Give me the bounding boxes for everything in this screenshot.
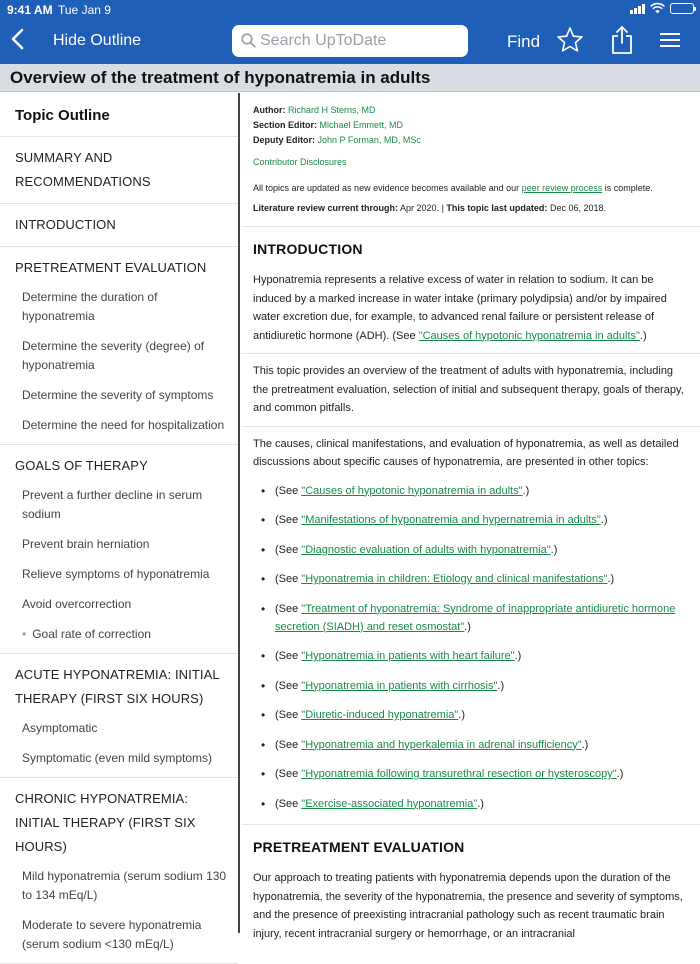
related-topic-item: • (See "Diagnostic evaluation of adults with hyponatremia".) (253, 541, 689, 559)
related-topic-item: • (See "Causes of hypotonic hyponatremia in adults".) (253, 482, 689, 500)
deputy-editor-label: Deputy Editor: (253, 135, 315, 145)
introduction-heading: INTRODUCTION (253, 241, 363, 257)
update-note: All topics are updated as new evidence becomes available and our peer review process is complete. (253, 183, 653, 193)
section-editor-link[interactable]: Michael Emmett, MD (319, 120, 404, 130)
author-link[interactable]: Richard H Sterns, MD (288, 105, 376, 115)
outline-subitem[interactable]: Determine the severity of symptoms (22, 388, 214, 402)
related-topics-list (253, 482, 689, 813)
share-icon[interactable] (610, 25, 634, 55)
topic-title-bar (0, 64, 700, 92)
outline-section (0, 247, 238, 445)
outline-subitem[interactable]: Avoid overcorrection (22, 597, 132, 611)
intro-paragraph-1: Hyponatremia represents a relative excess of water in relation to sodium. It can be induced by a marked increase in water intake (primary polydipsia) and/or by impaired water excretion due, for example, to advanced renal failure or persistent release of antidiuretic hormone (ADH). (See "Causes of hypotonic hyponatremia in adults".) (253, 274, 667, 342)
related-topic-link[interactable]: "Hyponatremia and hyperkalemia in adrenal insufficiency" (301, 738, 582, 751)
outline-section-title[interactable]: SUMMARY AND RECOMMENDATIONS (15, 150, 151, 189)
outline-subsubitem-label: Goal rate of correction (32, 627, 151, 641)
cellular-signal-icon (630, 4, 645, 14)
related-topic-item: • (See "Hyponatremia following transurethral resection or hysteroscopy".) (253, 765, 689, 783)
outline-sections (0, 137, 238, 964)
related-topic-item: • (See "Exercise-associated hyponatremia".) (253, 795, 689, 813)
outline-subitem[interactable]: Prevent brain herniation (22, 537, 150, 551)
outline-subitem[interactable]: Determine the need for hospitalization (22, 418, 225, 432)
author-line (253, 103, 689, 118)
chevron-left-icon[interactable] (10, 28, 24, 54)
outline-subitem[interactable]: Mild hyponatremia (serum sodium 130 to 134 mEq/L) (22, 869, 227, 902)
deputy-editor-line (253, 133, 689, 148)
outline-subitem[interactable]: Determine the severity (degree) of hyponatremia (22, 339, 205, 372)
search-input[interactable] (232, 25, 468, 57)
peer-review-link[interactable]: peer review process (521, 183, 603, 193)
search-placeholder: Search UpToDate (260, 32, 387, 49)
related-topic-link[interactable]: "Hyponatremia following transurethral resection or hysteroscopy" (301, 768, 617, 780)
article-content (242, 93, 700, 940)
outline-subsubitem[interactable] (15, 625, 228, 644)
related-topic-link[interactable]: "Hyponatremia in children: Etiology and clinical manifestations" (301, 573, 608, 585)
status-time: 9:41 AM (7, 3, 53, 17)
pretreatment-paragraph-1: Our approach to treating patients with hyponatremia depends upon the duration of the hyponatremia, the severity of the hyponatremia, the presence and severity of symptoms, and the presence of preexisting intracranial pathology such as recent traumatic brain injury, recent intracranial surgery or hemorrhage, or an intracranial (253, 872, 683, 940)
outline-section (0, 778, 238, 964)
hamburger-menu-icon[interactable] (660, 32, 680, 48)
outline-section (0, 204, 238, 247)
nav-bar (0, 22, 700, 62)
contributor-disclosures-link[interactable]: Contributor Disclosures (253, 157, 347, 167)
app-header (0, 0, 700, 64)
outline-subitem[interactable]: Prevent a further decline in serum sodium (22, 488, 203, 521)
related-topic-item: • (See "Manifestations of hyponatremia and hypernatremia in adults".) (253, 511, 689, 529)
related-topic-item: • (See "Diuretic-induced hyponatremia".) (253, 706, 689, 724)
status-indicators (630, 3, 694, 14)
outline-section (0, 654, 238, 778)
intro-paragraph-2: This topic provides an overview of the treatment of adults with hyponatremia, including the pretreatment evaluation, selection of initial and subsequent therapy, goals of therapy, and common pitfalls. (253, 365, 684, 414)
author-label: Author: (253, 105, 286, 115)
review-dates: Literature review current through: Apr 2020. | This topic last updated: Dec 06, 2018. (253, 203, 606, 213)
hide-outline-button[interactable]: Hide Outline (53, 32, 142, 49)
deputy-editor-link[interactable]: John P Forman, MD, MSc (317, 135, 421, 145)
outline-subitem[interactable]: Asymptomatic (22, 721, 98, 735)
outline-section-title[interactable]: PRETREATMENT EVALUATION (15, 260, 207, 275)
related-topic-link[interactable]: "Diuretic-induced hyponatremia" (301, 709, 459, 721)
topic-title: Overview of the treatment of hyponatremia in adults (10, 68, 431, 87)
outline-subitem[interactable]: Determine the duration of hyponatremia (22, 290, 158, 323)
section-editor-line (253, 118, 689, 133)
related-topic-link[interactable]: "Exercise-associated hyponatremia" (301, 797, 478, 810)
related-topic-item: • (See "Hyponatremia in patients with cirrhosis".) (253, 677, 689, 695)
outline-subitem[interactable]: Symptomatic (even mild symptoms) (22, 751, 213, 765)
topic-outline-sidebar (0, 93, 240, 951)
causes-link[interactable]: "Causes of hypotonic hyponatremia in adults" (418, 329, 640, 342)
status-bar (0, 0, 700, 20)
outline-section (0, 445, 238, 654)
outline-section-title[interactable]: CHRONIC HYPONATREMIA: INITIAL THERAPY (FIRST SIX HOURS) (15, 791, 196, 854)
outline-subitem[interactable]: Moderate to severe hyponatremia (serum sodium <130 mEq/L) (22, 918, 202, 951)
related-topic-link[interactable]: "Causes of hypotonic hyponatremia in adults" (301, 484, 523, 497)
star-icon[interactable] (556, 26, 584, 54)
related-topic-item: • (See "Hyponatremia in children: Etiology and clinical manifestations".) (253, 570, 689, 588)
outline-section-title[interactable]: GOALS OF THERAPY (15, 458, 148, 473)
related-topic-item: • (See "Hyponatremia and hyperkalemia in adrenal insufficiency".) (253, 736, 689, 754)
pretreatment-heading: PRETREATMENT EVALUATION (253, 839, 465, 855)
outline-header: Topic Outline (0, 93, 238, 137)
related-topic-link[interactable]: "Diagnostic evaluation of adults with hyponatremia" (301, 543, 551, 556)
battery-icon (670, 3, 694, 14)
related-topic-link[interactable]: "Hyponatremia in patients with cirrhosis" (301, 679, 498, 692)
search-icon (241, 33, 256, 48)
intro-paragraph-3: The causes, clinical manifestations, and evaluation of hyponatremia, as well as detailed discussions about specific causes of hyponatremia, are presented in other topics: (253, 437, 679, 468)
outline-subitem[interactable]: Relieve symptoms of hyponatremia (22, 567, 210, 581)
section-editor-label: Section Editor: (253, 120, 318, 130)
related-topic-item: • (See "Hyponatremia in patients with heart failure".) (253, 647, 689, 665)
bullet-icon: • (22, 627, 27, 641)
find-button[interactable]: Find (507, 32, 541, 51)
status-date: Tue Jan 9 (58, 3, 111, 17)
related-topic-link[interactable]: "Hyponatremia in patients with heart failure" (301, 650, 515, 662)
related-topic-link[interactable]: "Manifestations of hyponatremia and hypernatremia in adults" (301, 514, 601, 526)
related-topic-link[interactable]: "Treatment of hyponatremia: Syndrome of inappropriate antidiuretic hormone secretion (SIADH) and reset osmostat" (275, 602, 676, 633)
outline-section (0, 137, 238, 204)
related-topic-item: • (See "Treatment of hyponatremia: Syndrome of inappropriate antidiuretic hormone secretion (SIADH) and reset osmostat".) (253, 600, 689, 636)
outline-section-title[interactable]: INTRODUCTION (15, 217, 116, 232)
wifi-icon (650, 3, 665, 14)
outline-section-title[interactable]: ACUTE HYPONATREMIA: INITIAL THERAPY (FIRST SIX HOURS) (15, 667, 220, 706)
